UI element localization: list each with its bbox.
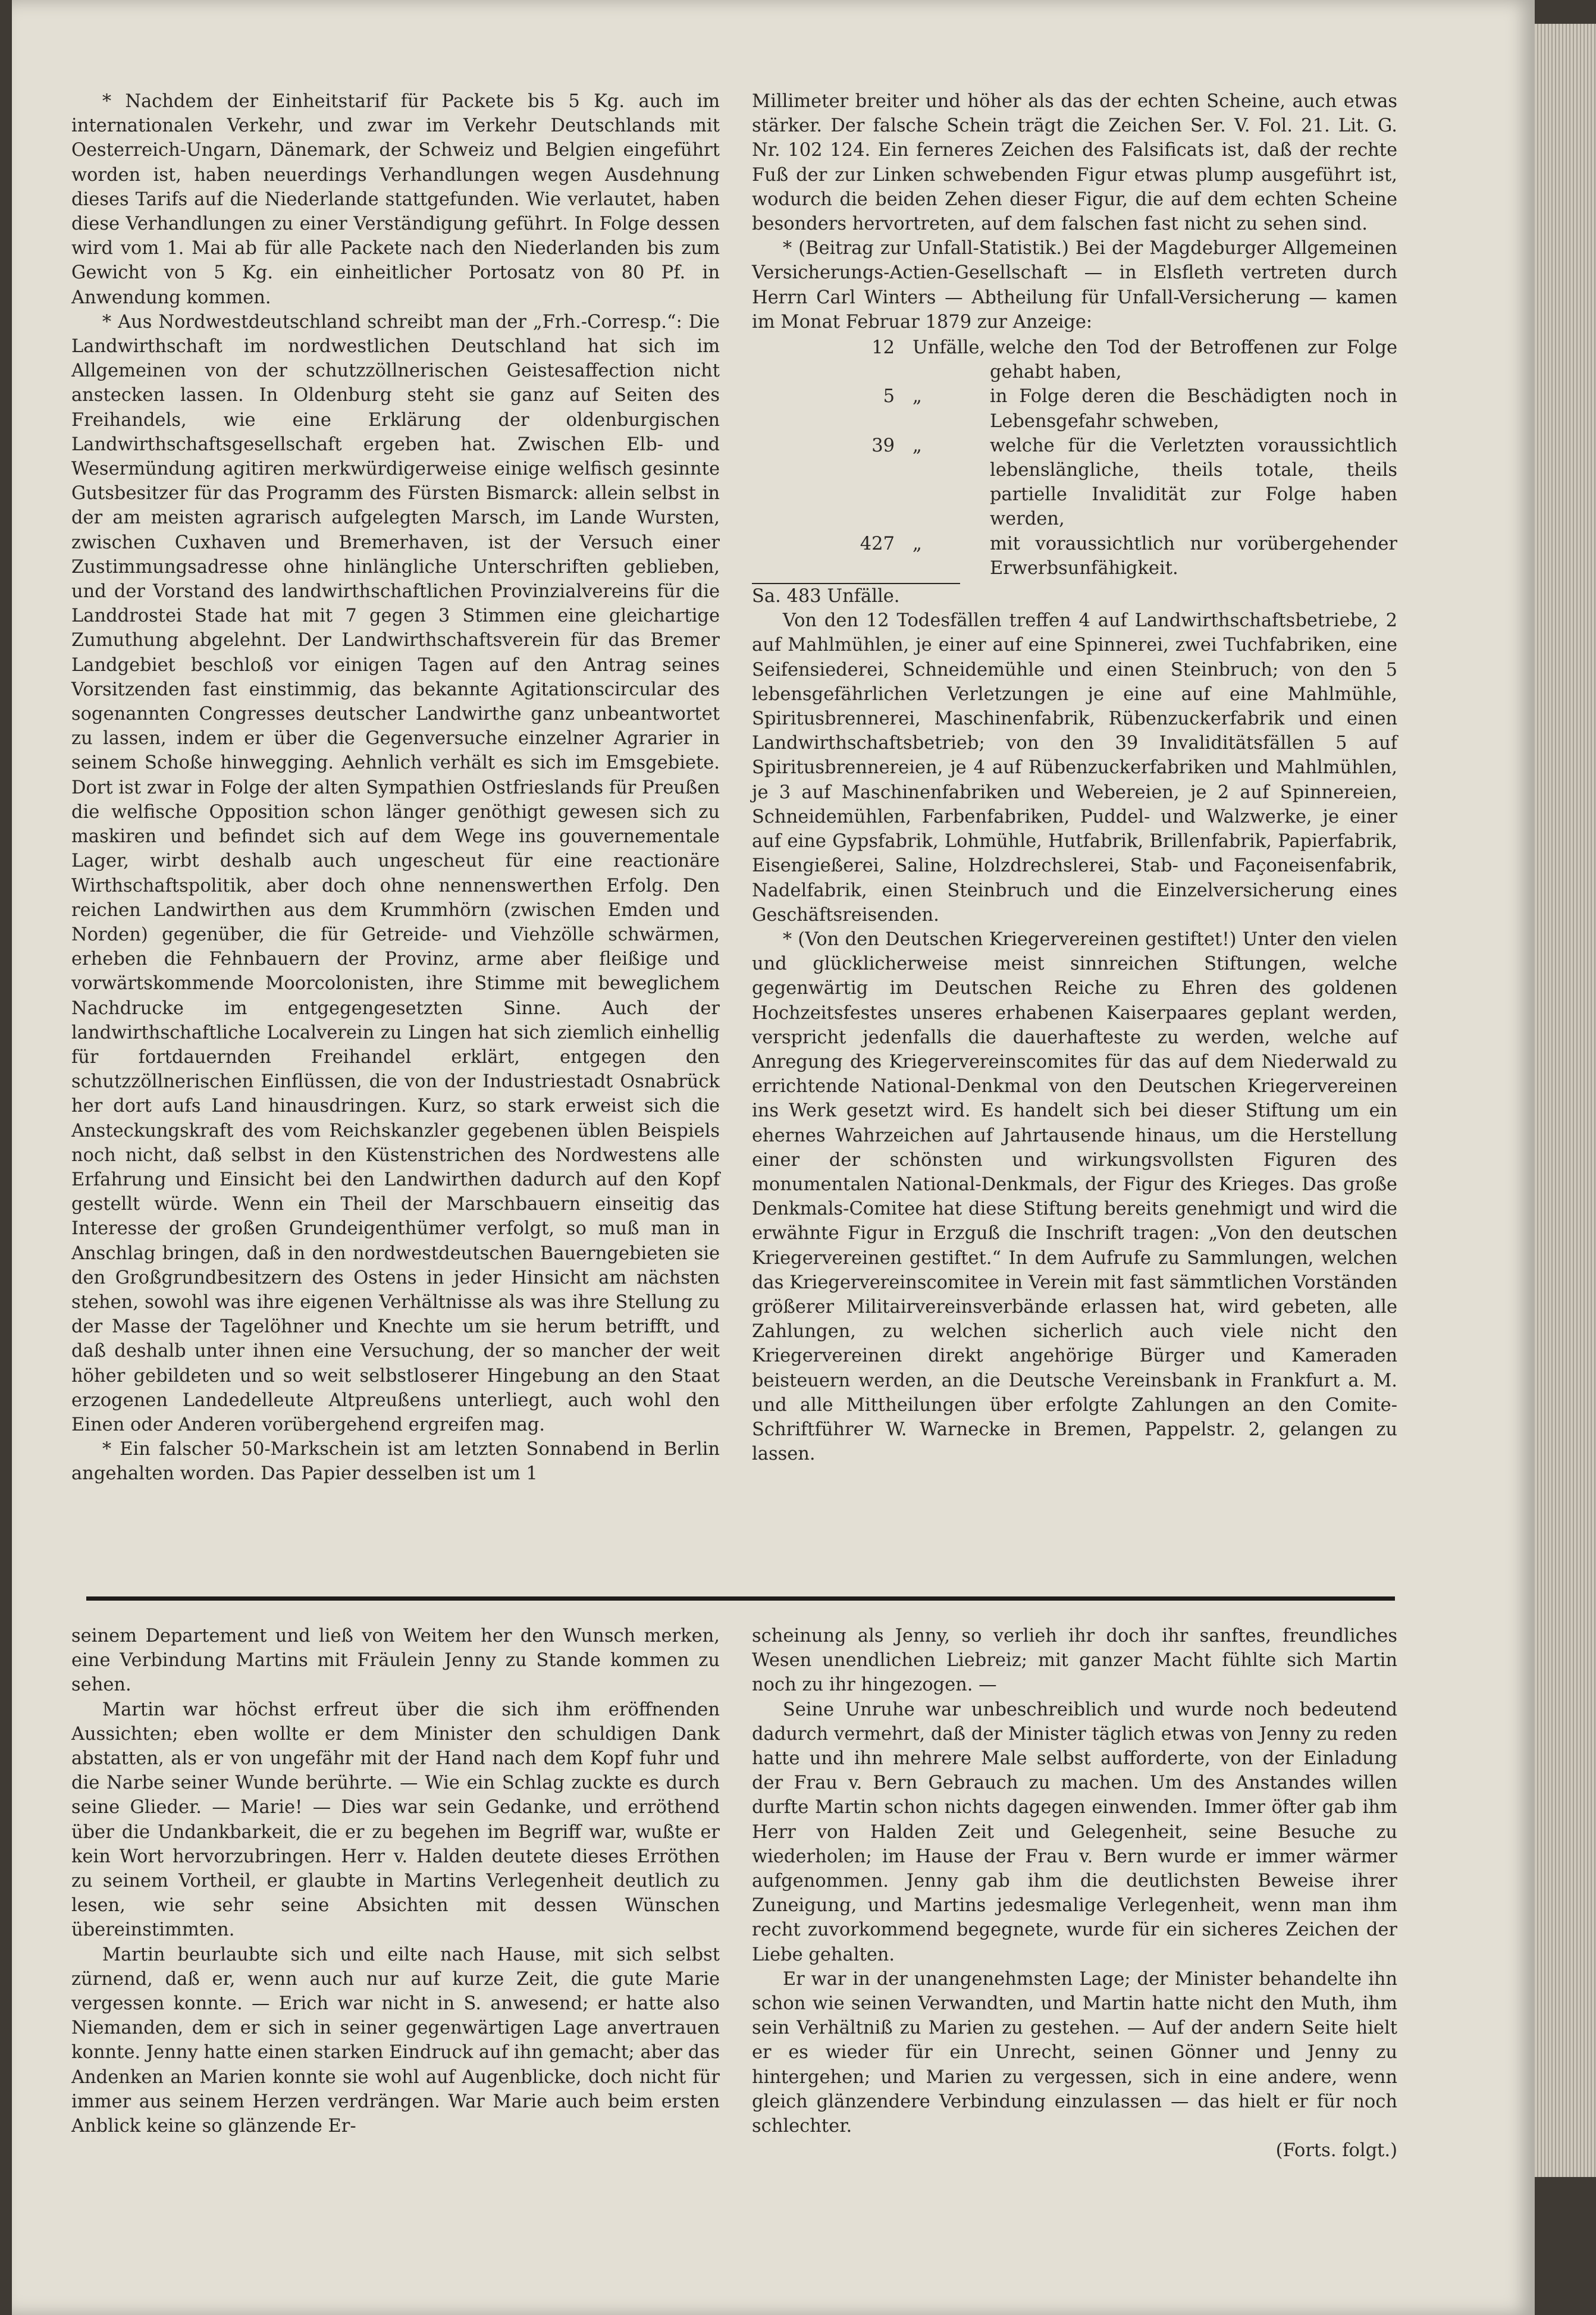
accident-statistics-table [752,335,1397,581]
article-parcel-tariff: * Nachdem der Einheitstarif für Packete bis 5 Kg. auch im internationalen Verkehr, und zwar im Verkehr Deutschlands mit Oesterreich-Ungarn, Dänemark, der Schweiz und Belgien eingeführt worden ist, haben neuerdings Verhandlungen wegen Ausdehnung dieses Tarifs auf die Niederlande stattgefunden. Wie verlautet, haben diese Verhandlungen zu einer Verständigung geführt. In Folge dessen wird vom 1. Mai ab für alle Packete nach den Niederlanden bis zum Gewicht von 5 Kg. ein einheitlicher Portosatz von 80 Pf. in Anwendung kommen. [71,91,720,308]
article-veterans-foundation: * (Von den Deutschen Kriegervereinen gestiftet!) Unter den vielen und glücklicherweise meist sinnreichen Stiftungen, welche gegenwärtig im Deutschen Reiche zu Ehren des goldenen Hochzeitsfestes unseres erhabenen Kaiserpaares geplant werden, verspricht jedenfalls die dauerhafteste zu werden, welche auf Anregung des Kriegervereinscomites für das auf dem Niederwald zu errichtende National-Denkmal von den Deutschen Kriegervereinen ins Werk gesetzt wird. Es handelt sich bei dieser Stiftung um ein ehernes Wahrzeichen auf Jahrtausende hinaus, um die Herstellung einer der schönsten und wirkungsvollsten Figuren des monumentalen National-Denkmals, der Figur des Krieges. Das große Denkmals-Comitee hat diese Stiftung bereits genehmigt und wird die erwähnte Figur in Erzguß die Inschrift tragen: „Von den deutschen Kriegervereinen gestiftet.“ In dem Aufrufe zu Sammlungen, welchen das Kriegervereinscomitee in Verein mit fast sämmtlichen Vorständen größerer Militairvereinsverbände erlassen hat, wird gebeten, alle Zahlungen, zu welchen sicherlich auch viele nicht den Kriegervereinen direkt angehörige Bürger und Kameraden beisteuern werden, an die Deutsche Vereinsbank in Frankfurt a. M. und alle Mittheilungen über erfolgte Zahlungen an den Comite-Schriftführer W. Warnecke in Bremen, Pappelstr. 2, gelangen zu lassen. [752,928,1397,1465]
page-edge-stack [1535,24,1596,2177]
article-accident-breakdown: Von den 12 Todesfällen treffen 4 auf Landwirthschaftsbetriebe, 2 auf Mahlmühlen, je einer auf eine Spinnerei, zwei Tuchfabriken, eine Seifensiederei, Schneidemühle und einen Steinbruch; von den 5 lebensgefährlichen Verletzungen je eine auf eine Mahlmühle, Spiritusbrennerei, Maschinenfabrik, Rübenzuckerfabrik und einen Landwirthschaftsbetrieb; von den 39 Invaliditätsfällen 5 auf Spiritusbrennereien, je 4 auf Rübenzuckerfabriken und Mahlmühlen, je 3 auf Maschinenfabriken und Webereien, je 2 auf Spinnereien, Schneidemühlen, Farbenfabriken, Puddel- und Walzwerke, je einer auf eine Gypsfabrik, Lohmühle, Hutfabrik, Brillenfabrik, Papierfabrik, Eisengießerei, Saline, Holzdrechslerei, Stab- und Façoneisenfabrik, Nadelfabrik, einen Steinbruch und die Einzelversicherung eines Geschäftsreisenden. [752,610,1397,926]
stats-description: in Folge deren die Beschädigten noch in Lebensgefahr schweben, [990,386,1397,432]
news-column-top-right [752,89,1397,1466]
stats-unit: „ [913,386,922,407]
serial-paragraph: Martin beurlaubte sich und eilte nach Hause, mit sich selbst zürnend, daß er, wenn auch nur auf kurze Zeit, die gute Marie vergessen konnte. — Erich war nicht in S. anwesend; er hatte also Niemanden, dem er sich in seiner gegenwärtigen Lage anvertrauen konnte. Jenny hatte einen starken Eindruck auf ihn gemacht; aber das Andenken an Marien konnte sie wohl auf Augenblicke, doch nicht für immer aus seinem Herzen verdrängen. War Marie auch beim ersten Anblick keine so glänzende Er- [71,1944,720,2137]
stats-total: Sa. 483 Unfälle. [752,583,960,608]
article-accident-statistics: * (Beitrag zur Unfall-Statistik.) Bei der Magdeburger Allgemeinen Versicherungs-Actien-Gesellschaft — in Elsfleth vertreten durch Herrn Carl Winters — Abtheilung für Unfall-Versicherung — kamen im Monat Februar 1879 zur Anzeige: [752,238,1397,332]
serial-paragraph: Martin war höchst erfreut über die sich ihm eröffnenden Aussichten; eben wollte er dem Minister den schuldigen Dank abstatten, als er von ungefähr mit der Hand nach dem Kopf fuhr und die Narbe seiner Wunde berührte. — Wie ein Schlag zuckte es durch seine Glieder. — Marie! — Dies war sein Gedanke, und erröthend über die Undankbarkeit, die er zu begehen im Begriff war, wußte er kein Wort hervorzubringen. Herr v. Halden deutete dieses Erröthen zu seinem Vortheil, er glaubte in Martins Verlegenheit deutlich zu lesen, wie sehr seine Absichten mit dessen Wünschen übereinstimmten. [71,1699,720,1941]
stats-description: welche den Tod der Betroffenen zur Folge gehabt haben, [990,337,1397,383]
stats-count: 5 [883,386,895,407]
serial-paragraph: Er war in der unangenehmsten Lage; der Minister behandelte ihn schon wie seinen Verwandten, und Martin hatte nicht den Muth, ihm sein Verhältniß zu Marien zu gestehen. — Auf der andern Seite hielt er es wieder für ein Unrecht, seinen Gönner und Jenny zu hintergehen; und Marien zu vergessen, sich in eine andere, wenn gleich glänzendere Verbindung einzulassen — das hielt er für noch schlechter. [752,1968,1397,2137]
article-counterfeit-note: * Ein falscher 50-Markschein ist am letzten Sonnabend in Berlin angehalten worden. Das Papier desselben ist um 1 [71,1439,720,1485]
stats-description: welche für die Verletzten voraussichtlich lebenslängliche, theils totale, theils partielle Invalidität zur Folge haben werden, [990,435,1397,530]
stats-count: 39 [871,435,895,456]
stats-count: 427 [860,533,895,554]
article-counterfeit-note-continued: Millimeter breiter und höher als das der echten Scheine, auch etwas stärker. Der falsche Schein trägt die Zeichen Ser. V. Fol. 21. Lit. G. Nr. 102 124. Ein ferneres Zeichen des Falsificats ist, daß der rechte Fuß der zur Linken schwebenden Figur etwas plump ausgeführt ist, wodurch die beiden Zehen dieser Figur, die auf dem echten Scheine besonders hervortreten, auf dem falschen fast nicht zu sehen sind. [752,91,1397,235]
serial-column-right [752,1624,1397,2163]
stats-unit: Unfälle, [913,337,986,359]
stats-row [752,384,1397,433]
stats-description: mit voraussichtlich nur vorübergehender Erwerbsunfähigkeit. [990,533,1397,579]
section-divider [86,1596,1395,1601]
stats-row [752,532,1397,581]
stats-count: 12 [871,337,895,359]
serial-paragraph: scheinung als Jenny, so verlieh ihr doch ihr sanftes, freundliches Wesen unendlichen Liebreiz; mit ganzer Macht fühlte sich Martin noch zu ihr hingezogen. — [752,1626,1397,1696]
stats-unit: „ [913,533,922,554]
serial-paragraph: seinem Departement und ließ von Weitem her den Wunsch merken, eine Verbindung Martins mit Fräulein Jenny zu Stande kommen zu sehen. [71,1626,720,1696]
stats-row [752,335,1397,384]
article-northwest-agriculture: * Aus Nordwestdeutschland schreibt man der „Frh.-Corresp.“: Die Landwirthschaft im nordwestlichen Deutschland hat sich im Allgemeinen von der schutzzöllnerischen Geistesaffection nicht anstecken lassen. In Oldenburg steht sie ganz auf Seiten des Freihandels, wie eine Erklärung der oldenburgischen Landwirthschaftsgesellschaft ergeben hat. Zwischen Elb- und Wesermündung agitiren merkwürdigerweise einige welfisch gesinnte Gutsbesitzer für das Programm des Fürsten Bismarck: allein selbst in der am meisten agrarisch aufgelegten Marsch, im Lande Wursten, zwischen Cuxhaven und Bremerhaven, ist der Versuch einer Zustimmungsadresse ohne hinlängliche Unterschriften geblieben, und der Vorstand des landwirthschaftlichen Provinzialvereins für die Landdrostei Stade hat mit 7 gegen 3 Stimmen eine gleichartige Zumuthung abgelehnt. Der Landwirthschaftsverein für das Bremer Landgebiet beschloß vor einigen Tagen auf den Antrag seines Vorsitzenden fast einstimmig, das bekannte Agitationscircular des sogenannten Congresses deutscher Landwirthe ganz unbeantwortet zu lassen, indem er über die Gegenversuche einzelner Agrarier in seinem Schoße hinwegging. Aehnlich verhält es sich im Emsgebiete. Dort ist zwar in Folge der alten Sympathien Ostfrieslands für Preußen die welfische Opposition schon länger genöthigt gewesen sich zu maskiren und befindet sich auf dem Wege ins gouvernementale Lager, wirbt deshalb auch ungescheut für eine reactionäre Wirthschaftspolitik, aber doch ohne nennenswerthen Erfolg. Den reichen Landwirthen aus dem Krummhörn (zwischen Emden und Norden) gegenüber, die für Getreide- und Viehzölle schwärmen, erheben die Fehnbauern der Provinz, arme aber fleißige und vorwärtskommende Moorcolonisten, ihre Stimme mit beweglichem Nachdrucke im entgegengesetzten Sinne. Auch der landwirthschaftliche Localverein zu Lingen hat sich ziemlich einhellig für fortdauernden Freihandel erklärt, entgegen den schutzzöllnerischen Einflüssen, die von der Industriestadt Osnabrück her dort aufs Land hinausdringen. Kurz, so stark erweist sich die Ansteckungskraft des vom Reichskanzler gegebenen üblen Beispiels noch nicht, daß selbst in den Küstenstrichen des Nordwestens alle Erfahrung und Einsicht bei den Landwirthen dadurch auf den Kopf gestellt würde. Wenn ein Theil der Marschbauern einseitig das Interesse der großen Grundeigenthümer verfolgt, so muß man in Anschlag bringen, daß in den nordwestdeutschen Bauerngebieten sie den Großgrundbesitzern des Ostens in jeder Hinsicht am nächsten stehen, sowohl was ihre eigenen Verhältnisse als was ihre Stellung zu der Masse der Tagelöhner und Knechte um sie herum betrifft, und daß deshalb unter ihnen eine Versuchung, der so mancher der weit höher gebildeten und so weit selbstloserer Hingebung an den Staat erzogenen Landedelleute Altpreußens unterliegt, auch wohl den Einen oder Anderen vorübergehend ergreifen mag. [71,311,720,1435]
continuation-note: (Forts. folgt.) [1275,2140,1397,2162]
serial-paragraph: Seine Unruhe war unbeschreiblich und wurde noch bedeutend dadurch vermehrt, daß der Minister täglich etwas von Jenny zu reden hatte und ihn mehrere Male selbst aufforderte, von der Einladung der Frau v. Bern Gebrauch zu machen. Um des Anstandes willen durfte Martin schon nichts dagegen einwenden. Immer öfter gab ihm Herr von Halden Zeit und Gelegenheit, seine Besuche zu wiederholen; im Hause der Frau v. Bern wurde er immer wärmer aufgenommen. Jenny gab ihm die deutlichsten Beweise ihrer Zuneigung, und Martins jedesmalige Verlegenheit, wenn man ihm recht zuvorkommend begegnete, wurde für ein sicheres Zeichen der Liebe gehalten. [752,1699,1397,1965]
stats-unit: „ [913,435,922,456]
serial-column-left [71,1624,720,2138]
news-column-top-left [71,89,720,1486]
stats-row [752,434,1397,532]
